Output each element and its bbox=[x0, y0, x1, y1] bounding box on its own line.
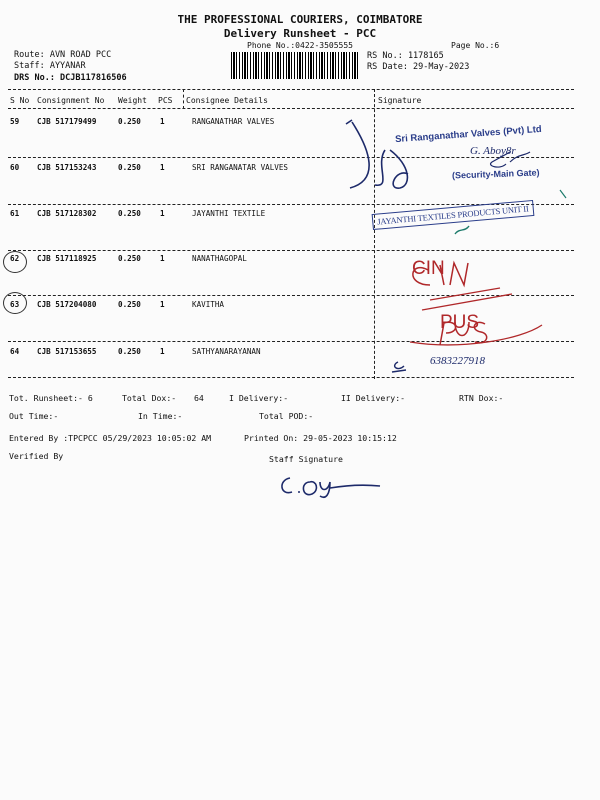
row-consignment-no: CJB 517179499 bbox=[37, 117, 97, 126]
phone-number: Phone No.:0422-3505555 bbox=[247, 41, 353, 50]
row-sno: 64 bbox=[10, 347, 20, 356]
row-consignee: NANATHAGOPAL bbox=[192, 254, 247, 263]
handwritten-signature: G. Aboy8r bbox=[470, 145, 516, 157]
handwriting-row-63: PUS bbox=[440, 312, 480, 333]
consignee-column-divider bbox=[183, 89, 184, 109]
circle-mark-63 bbox=[3, 292, 27, 314]
ranganathar-stamp-name: Sri Ranganathar Valves (Pvt) Ltd bbox=[394, 123, 542, 146]
row-sno: 60 bbox=[10, 163, 20, 172]
handwriting-row-62: CIN bbox=[412, 258, 445, 279]
barcode bbox=[231, 52, 359, 79]
row-consignee: RANGANATHAR VALVES bbox=[192, 117, 275, 126]
row-sno: 61 bbox=[10, 209, 20, 218]
row-consignee: SATHYANARAYANAN bbox=[192, 347, 261, 356]
rs-number: RS No.: 1178165 bbox=[367, 51, 444, 61]
row-sno: 59 bbox=[10, 117, 20, 126]
entered-by: Entered By :TPCPCC 05/29/2023 10:05:02 AM bbox=[9, 433, 212, 443]
staff-label: Staff: AYYANAR bbox=[14, 61, 86, 71]
row-consignment-no: CJB 517128302 bbox=[37, 209, 97, 218]
row-weight: 0.250 bbox=[118, 163, 141, 172]
col-header-consignment: Consignment No bbox=[37, 96, 105, 105]
col-header-sno: S No bbox=[10, 96, 30, 105]
circle-mark-62 bbox=[3, 251, 27, 273]
row-consignee: SRI RANGANATAR VALVES bbox=[192, 163, 289, 172]
in-time: In Time:- bbox=[138, 411, 183, 421]
printed-on: Printed On: 29-05-2023 10:15:12 bbox=[244, 433, 397, 443]
ii-delivery: II Delivery:- bbox=[341, 393, 406, 403]
row-sno: 63 bbox=[10, 300, 20, 309]
row-weight: 0.250 bbox=[118, 209, 141, 218]
row-consignee: KAVITHA bbox=[192, 300, 225, 309]
row-pcs: 1 bbox=[160, 117, 165, 126]
col-header-pcs: PCS bbox=[158, 96, 173, 105]
row-consignment-no: CJB 517153655 bbox=[37, 347, 97, 356]
col-header-weight: Weight bbox=[118, 96, 147, 105]
staff-signature-mark bbox=[276, 470, 386, 502]
rtn-dox: RTN Dox:- bbox=[459, 393, 504, 403]
row-weight: 0.250 bbox=[118, 254, 141, 263]
total-pod: Total POD:- bbox=[259, 411, 314, 421]
col-header-signature: Signature bbox=[378, 96, 422, 105]
doc-title: Delivery Runsheet - PCC bbox=[223, 27, 377, 40]
row-pcs: 1 bbox=[160, 209, 165, 218]
row-consignment-no: CJB 517204080 bbox=[37, 300, 97, 309]
out-time: Out Time:- bbox=[9, 411, 59, 421]
row-weight: 0.250 bbox=[118, 347, 141, 356]
staff-signature-label: Staff Signature bbox=[269, 454, 343, 464]
table-top-rule bbox=[8, 89, 574, 90]
tot-runsheet: Tot. Runsheet:- 6 bbox=[9, 393, 93, 403]
row-pcs: 1 bbox=[160, 300, 165, 309]
drs-number: DRS No.: DCJB117816506 bbox=[14, 73, 127, 83]
rs-date: RS Date: 29-May-2023 bbox=[367, 62, 470, 72]
row-consignee: JAYANTHI TEXTILE bbox=[192, 209, 266, 218]
company-name: THE PROFESSIONAL COURIERS, COIMBATORE bbox=[177, 13, 423, 26]
row-pcs: 1 bbox=[160, 254, 165, 263]
row-consignment-no: CJB 517153243 bbox=[37, 163, 97, 172]
verified-by: Verified By bbox=[9, 451, 64, 461]
total-dox-label: Total Dox:- bbox=[122, 393, 177, 403]
ranganathar-stamp-gate: (Security-Main Gate) bbox=[451, 167, 540, 181]
col-header-consignee: Consignee Details bbox=[186, 96, 268, 105]
row-sno: 62 bbox=[10, 254, 20, 263]
handwriting-row-64: 6383227918 bbox=[430, 355, 485, 367]
row-weight: 0.250 bbox=[118, 117, 141, 126]
total-dox-value: 64 bbox=[194, 393, 204, 403]
jayanthi-stamp: JAYANTHI TEXTILES PRODUCTS UNIT II bbox=[372, 200, 534, 230]
route-label: Route: AVN ROAD PCC bbox=[14, 50, 112, 60]
row-pcs: 1 bbox=[160, 347, 165, 356]
signature-annotations bbox=[330, 110, 600, 390]
row-weight: 0.250 bbox=[118, 300, 141, 309]
i-delivery: I Delivery:- bbox=[229, 393, 289, 403]
row-consignment-no: CJB 517118925 bbox=[37, 254, 97, 263]
row-pcs: 1 bbox=[160, 163, 165, 172]
page-number: Page No.:6 bbox=[451, 41, 500, 50]
table-header-rule bbox=[8, 108, 574, 109]
